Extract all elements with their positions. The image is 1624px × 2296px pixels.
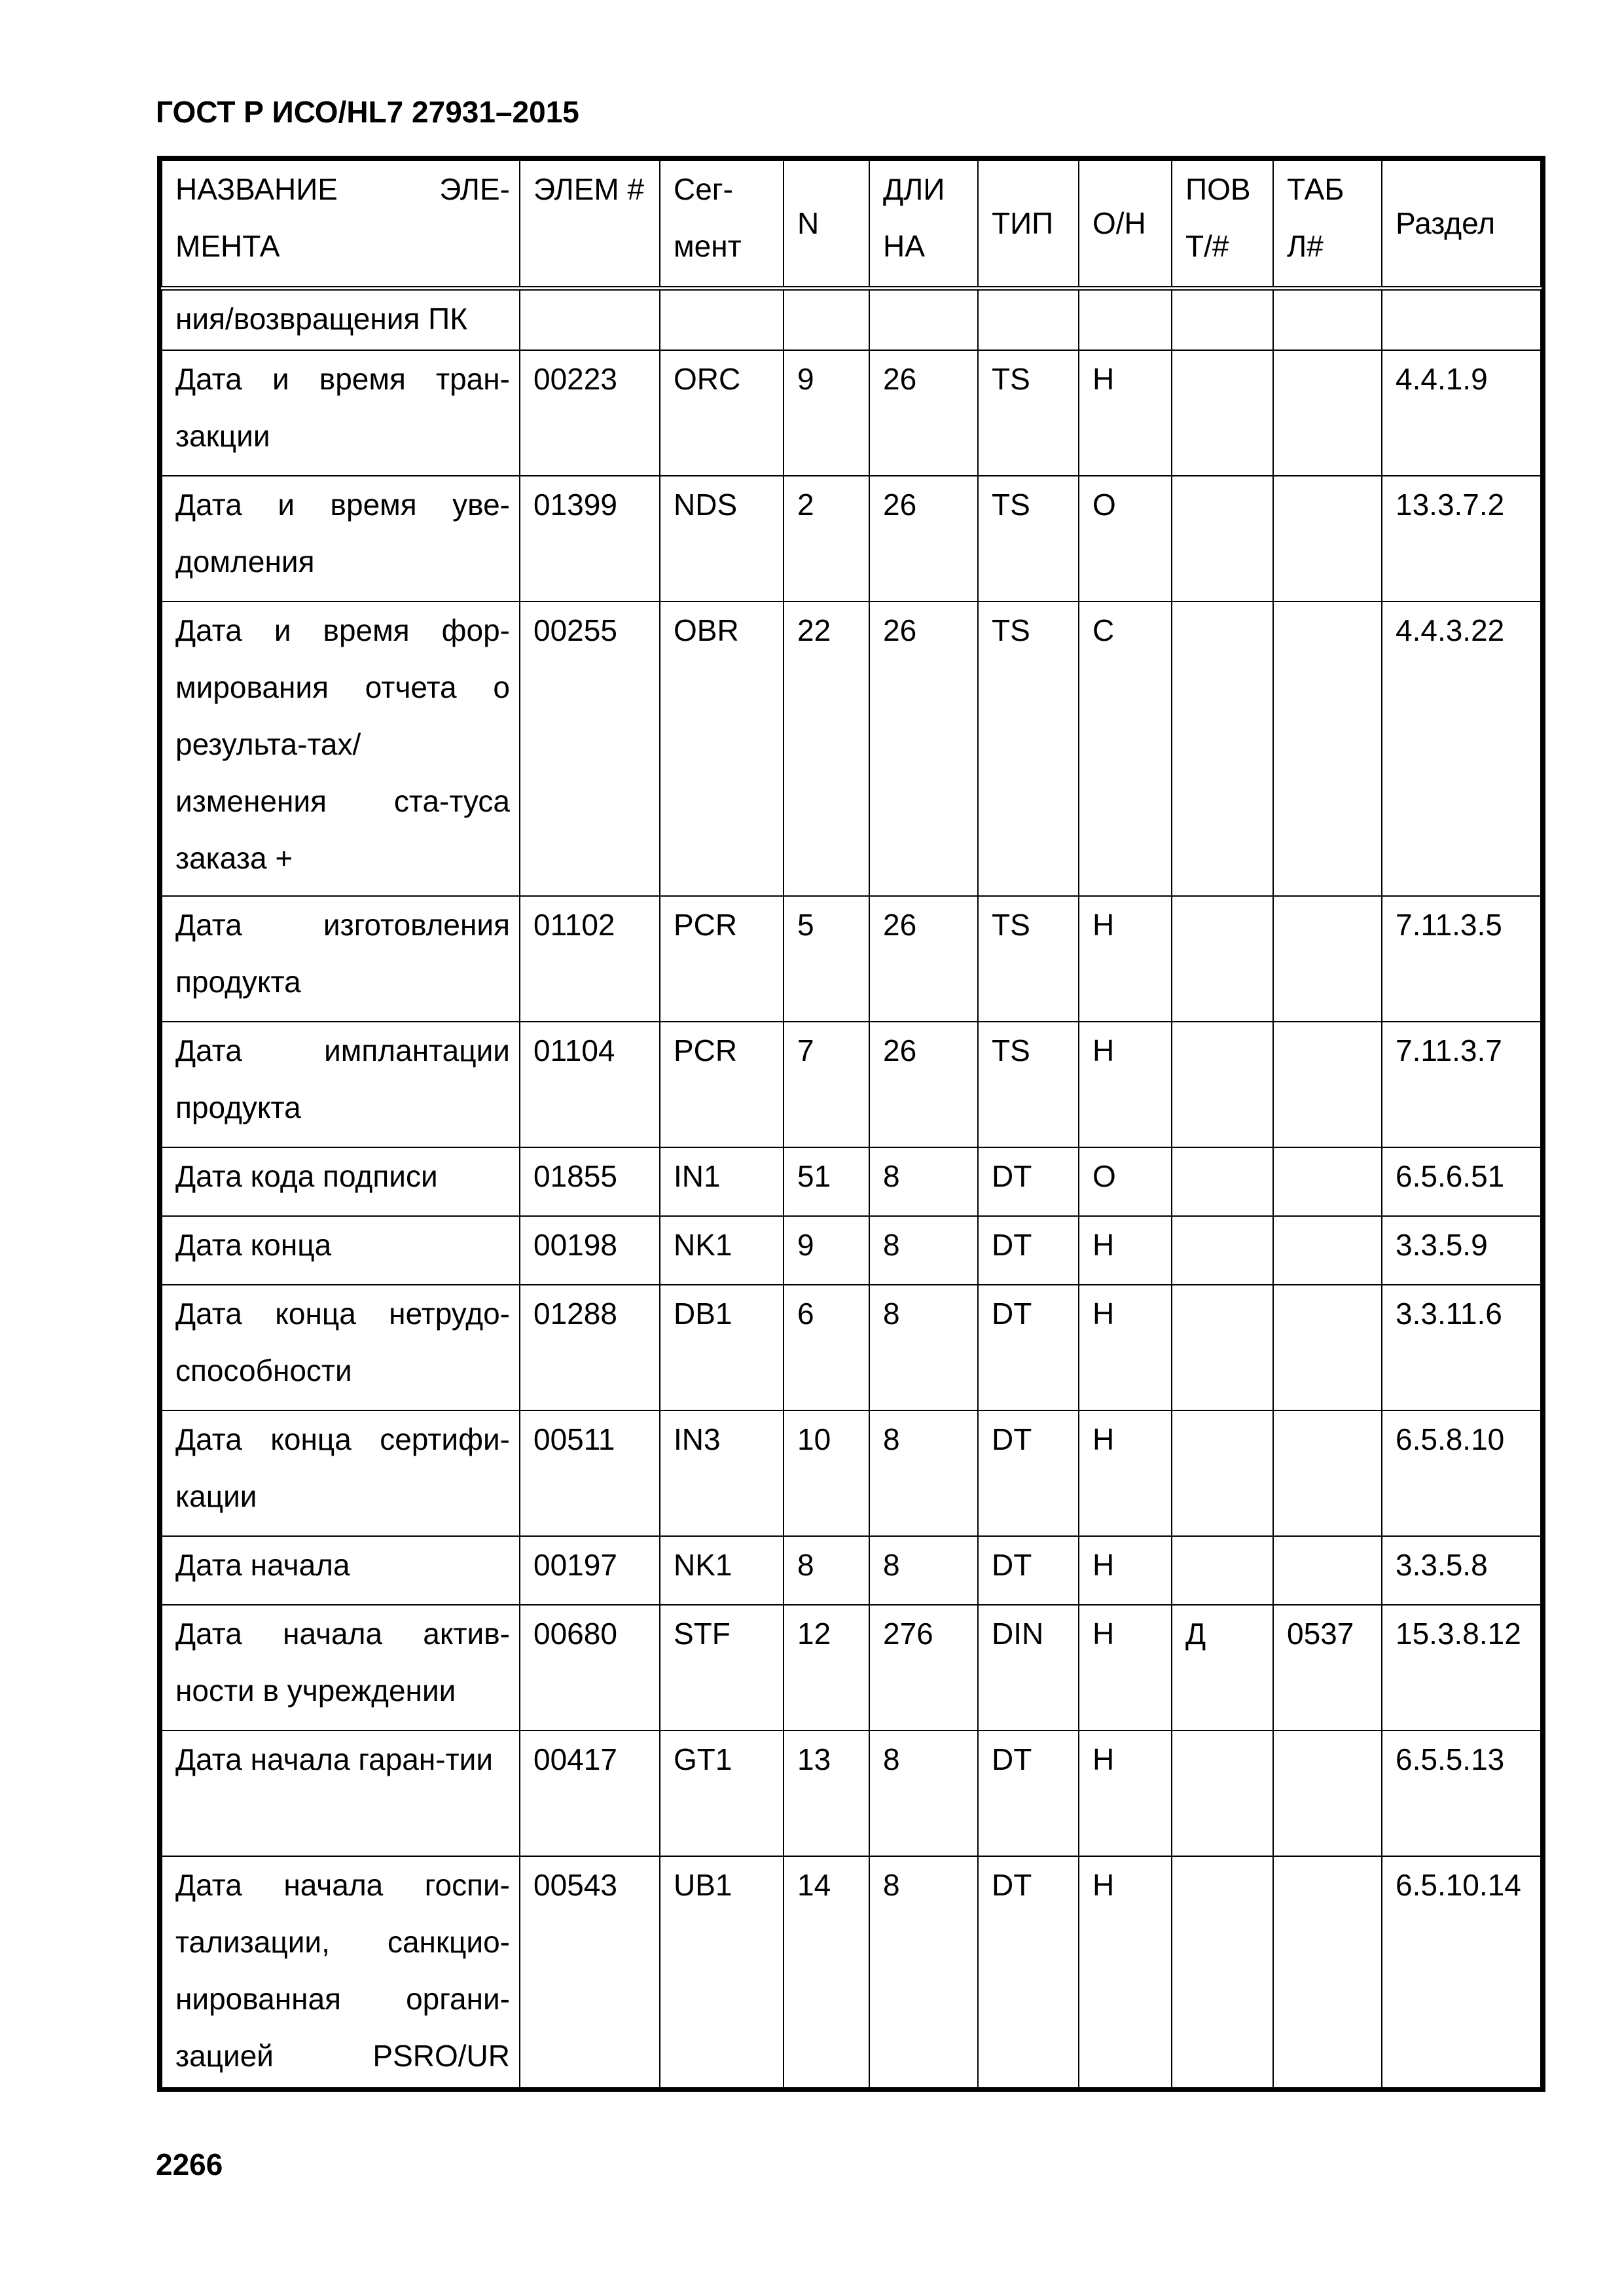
cell-type: TS	[978, 476, 1079, 601]
table-row	[162, 1731, 1541, 1856]
cell-type: DIN	[978, 1605, 1079, 1731]
cell-optionality: Н	[1079, 1536, 1172, 1605]
cell-optionality: Н	[1079, 1022, 1172, 1147]
cell-length: 26	[869, 1022, 978, 1147]
table-header-row	[162, 160, 1541, 288]
cell-type: DT	[978, 1285, 1079, 1410]
cell-table-number	[1273, 1022, 1382, 1147]
cell-type: DT	[978, 1536, 1079, 1605]
cell-optionality: Н	[1079, 350, 1172, 476]
cell-optionality: Н	[1079, 1605, 1172, 1731]
cell-repetition	[1172, 1285, 1273, 1410]
cell-section	[1382, 288, 1541, 350]
cell-repetition	[1172, 896, 1273, 1022]
cell-type: DT	[978, 1731, 1079, 1856]
cell-element-name: Дата начала	[162, 1536, 520, 1605]
cell-segment: DB1	[660, 1285, 784, 1410]
cell-table-number	[1273, 896, 1382, 1022]
cell-type	[978, 288, 1079, 350]
cell-table-number	[1273, 601, 1382, 896]
cell-table-number	[1273, 350, 1382, 476]
cell-optionality	[1079, 288, 1172, 350]
cell-repetition	[1172, 476, 1273, 601]
cell-length: 8	[869, 1410, 978, 1536]
cell-repetition	[1172, 350, 1273, 476]
document-header: ГОСТ Р ИСО/HL7 27931–2015	[156, 95, 579, 129]
cell-segment: IN3	[660, 1410, 784, 1536]
cell-segment: ORC	[660, 350, 784, 476]
cell-repetition	[1172, 1731, 1273, 1856]
cell-segment: PCR	[660, 896, 784, 1022]
table-row	[162, 1536, 1541, 1605]
cell-element-name: Дата конца	[162, 1216, 520, 1285]
cell-optionality: О	[1079, 1147, 1172, 1216]
cell-element-number: 00198	[520, 1216, 660, 1285]
table-row	[162, 1410, 1541, 1536]
cell-n: 13	[784, 1731, 869, 1856]
cell-section: 13.3.7.2	[1382, 476, 1541, 601]
cell-table-number: 0537	[1273, 1605, 1382, 1731]
cell-section: 6.5.5.13	[1382, 1731, 1541, 1856]
cell-length: 8	[869, 1285, 978, 1410]
cell-element-number: 00417	[520, 1731, 660, 1856]
table-body	[162, 288, 1541, 2088]
cell-segment: STF	[660, 1605, 784, 1731]
cell-segment: OBR	[660, 601, 784, 896]
table-row	[162, 1856, 1541, 2088]
cell-element-name: Дата начала госпи-тализации, санкцио-нированная органи-зацией PSRO/UR	[162, 1856, 520, 2088]
cell-length: 8	[869, 1731, 978, 1856]
cell-repetition: Д	[1172, 1605, 1273, 1731]
cell-repetition	[1172, 1856, 1273, 2088]
cell-segment: NDS	[660, 476, 784, 601]
cell-element-number: 01102	[520, 896, 660, 1022]
cell-section: 6.5.6.51	[1382, 1147, 1541, 1216]
cell-table-number	[1273, 1731, 1382, 1856]
cell-type: TS	[978, 896, 1079, 1022]
cell-element-name: Дата изготовления продукта	[162, 896, 520, 1022]
column-header-type: ТИП	[978, 160, 1079, 288]
cell-table-number	[1273, 476, 1382, 601]
cell-n: 10	[784, 1410, 869, 1536]
column-header-repetition: ПОВ Т/#	[1172, 160, 1273, 288]
column-header-element-number: ЭЛЕМ #	[520, 160, 660, 288]
cell-length: 8	[869, 1147, 978, 1216]
cell-n: 14	[784, 1856, 869, 2088]
cell-element-name: ния/возвращения ПК	[162, 288, 520, 350]
cell-table-number	[1273, 1410, 1382, 1536]
cell-section: 7.11.3.7	[1382, 1022, 1541, 1147]
cell-n: 22	[784, 601, 869, 896]
cell-n: 9	[784, 1216, 869, 1285]
table-row	[162, 288, 1541, 350]
column-header-n: N	[784, 160, 869, 288]
cell-element-number: 00511	[520, 1410, 660, 1536]
elements-table-frame	[157, 156, 1545, 2092]
cell-optionality: Н	[1079, 1856, 1172, 2088]
cell-n: 5	[784, 896, 869, 1022]
cell-element-name: Дата конца нетрудо-способности	[162, 1285, 520, 1410]
cell-section: 6.5.10.14	[1382, 1856, 1541, 2088]
column-header-table-number: ТАБ Л#	[1273, 160, 1382, 288]
cell-optionality: Н	[1079, 896, 1172, 1022]
cell-length: 8	[869, 1536, 978, 1605]
cell-repetition	[1172, 601, 1273, 896]
cell-n: 8	[784, 1536, 869, 1605]
table-row	[162, 1216, 1541, 1285]
cell-segment: NK1	[660, 1536, 784, 1605]
table-row	[162, 350, 1541, 476]
cell-element-number: 01104	[520, 1022, 660, 1147]
cell-element-name: Дата имплантации продукта	[162, 1022, 520, 1147]
cell-length: 276	[869, 1605, 978, 1731]
cell-element-number: 00680	[520, 1605, 660, 1731]
cell-n: 51	[784, 1147, 869, 1216]
cell-element-name: Дата начала гаран-тии	[162, 1731, 520, 1856]
table-row	[162, 1285, 1541, 1410]
cell-type: TS	[978, 1022, 1079, 1147]
table-row	[162, 476, 1541, 601]
cell-n: 9	[784, 350, 869, 476]
cell-element-number: 01399	[520, 476, 660, 601]
cell-n: 6	[784, 1285, 869, 1410]
cell-section: 3.3.11.6	[1382, 1285, 1541, 1410]
cell-type: DT	[978, 1147, 1079, 1216]
cell-table-number	[1273, 1856, 1382, 2088]
cell-element-number: 00255	[520, 601, 660, 896]
cell-element-number: 01288	[520, 1285, 660, 1410]
cell-segment	[660, 288, 784, 350]
cell-element-name: Дата и время уве-домления	[162, 476, 520, 601]
column-header-element-name: НАЗВАНИЕ ЭЛЕ-МЕНТА	[162, 160, 520, 288]
cell-table-number	[1273, 288, 1382, 350]
column-header-optionality: О/Н	[1079, 160, 1172, 288]
cell-section: 3.3.5.8	[1382, 1536, 1541, 1605]
cell-length: 8	[869, 1216, 978, 1285]
cell-repetition	[1172, 1536, 1273, 1605]
cell-repetition	[1172, 1216, 1273, 1285]
cell-length: 26	[869, 601, 978, 896]
cell-element-name: Дата и время фор-мирования отчета о результа-тах/изменения ста-туса заказа +	[162, 601, 520, 896]
cell-section: 15.3.8.12	[1382, 1605, 1541, 1731]
cell-table-number	[1273, 1536, 1382, 1605]
cell-optionality: Н	[1079, 1410, 1172, 1536]
cell-segment: NK1	[660, 1216, 784, 1285]
cell-length: 26	[869, 476, 978, 601]
cell-length: 8	[869, 1856, 978, 2088]
cell-element-name: Дата конца сертифи-кации	[162, 1410, 520, 1536]
cell-type: TS	[978, 601, 1079, 896]
column-header-length: ДЛИ НА	[869, 160, 978, 288]
cell-type: DT	[978, 1410, 1079, 1536]
cell-element-name: Дата кода подписи	[162, 1147, 520, 1216]
cell-type: DT	[978, 1856, 1079, 2088]
page-number: 2266	[156, 2147, 223, 2181]
cell-section: 6.5.8.10	[1382, 1410, 1541, 1536]
column-header-segment: Сег-мент	[660, 160, 784, 288]
cell-table-number	[1273, 1285, 1382, 1410]
cell-n: 7	[784, 1022, 869, 1147]
cell-length: 26	[869, 350, 978, 476]
cell-table-number	[1273, 1147, 1382, 1216]
cell-element-number: 00543	[520, 1856, 660, 2088]
cell-segment: UB1	[660, 1856, 784, 2088]
cell-element-number: 00197	[520, 1536, 660, 1605]
cell-element-name: Дата и время тран-закции	[162, 350, 520, 476]
cell-optionality: С	[1079, 601, 1172, 896]
table-row	[162, 896, 1541, 1022]
cell-section: 4.4.1.9	[1382, 350, 1541, 476]
cell-element-number: 01855	[520, 1147, 660, 1216]
cell-segment: PCR	[660, 1022, 784, 1147]
table-row	[162, 1605, 1541, 1731]
cell-element-number	[520, 288, 660, 350]
cell-n: 12	[784, 1605, 869, 1731]
cell-section: 7.11.3.5	[1382, 896, 1541, 1022]
table-row	[162, 1022, 1541, 1147]
cell-optionality: Н	[1079, 1731, 1172, 1856]
cell-section: 3.3.5.9	[1382, 1216, 1541, 1285]
cell-element-name: Дата начала актив-ности в учреждении	[162, 1605, 520, 1731]
cell-repetition	[1172, 1147, 1273, 1216]
cell-length: 26	[869, 896, 978, 1022]
cell-segment: IN1	[660, 1147, 784, 1216]
cell-segment: GT1	[660, 1731, 784, 1856]
cell-type: DT	[978, 1216, 1079, 1285]
cell-repetition	[1172, 288, 1273, 350]
table-row	[162, 1147, 1541, 1216]
cell-element-number: 00223	[520, 350, 660, 476]
cell-optionality: О	[1079, 476, 1172, 601]
cell-table-number	[1273, 1216, 1382, 1285]
table-row	[162, 601, 1541, 896]
cell-length	[869, 288, 978, 350]
cell-n: 2	[784, 476, 869, 601]
cell-optionality: Н	[1079, 1285, 1172, 1410]
column-header-section: Раздел	[1382, 160, 1541, 288]
elements-table	[161, 160, 1542, 2089]
cell-type: TS	[978, 350, 1079, 476]
cell-optionality: Н	[1079, 1216, 1172, 1285]
cell-repetition	[1172, 1022, 1273, 1147]
cell-n	[784, 288, 869, 350]
cell-repetition	[1172, 1410, 1273, 1536]
cell-section: 4.4.3.22	[1382, 601, 1541, 896]
